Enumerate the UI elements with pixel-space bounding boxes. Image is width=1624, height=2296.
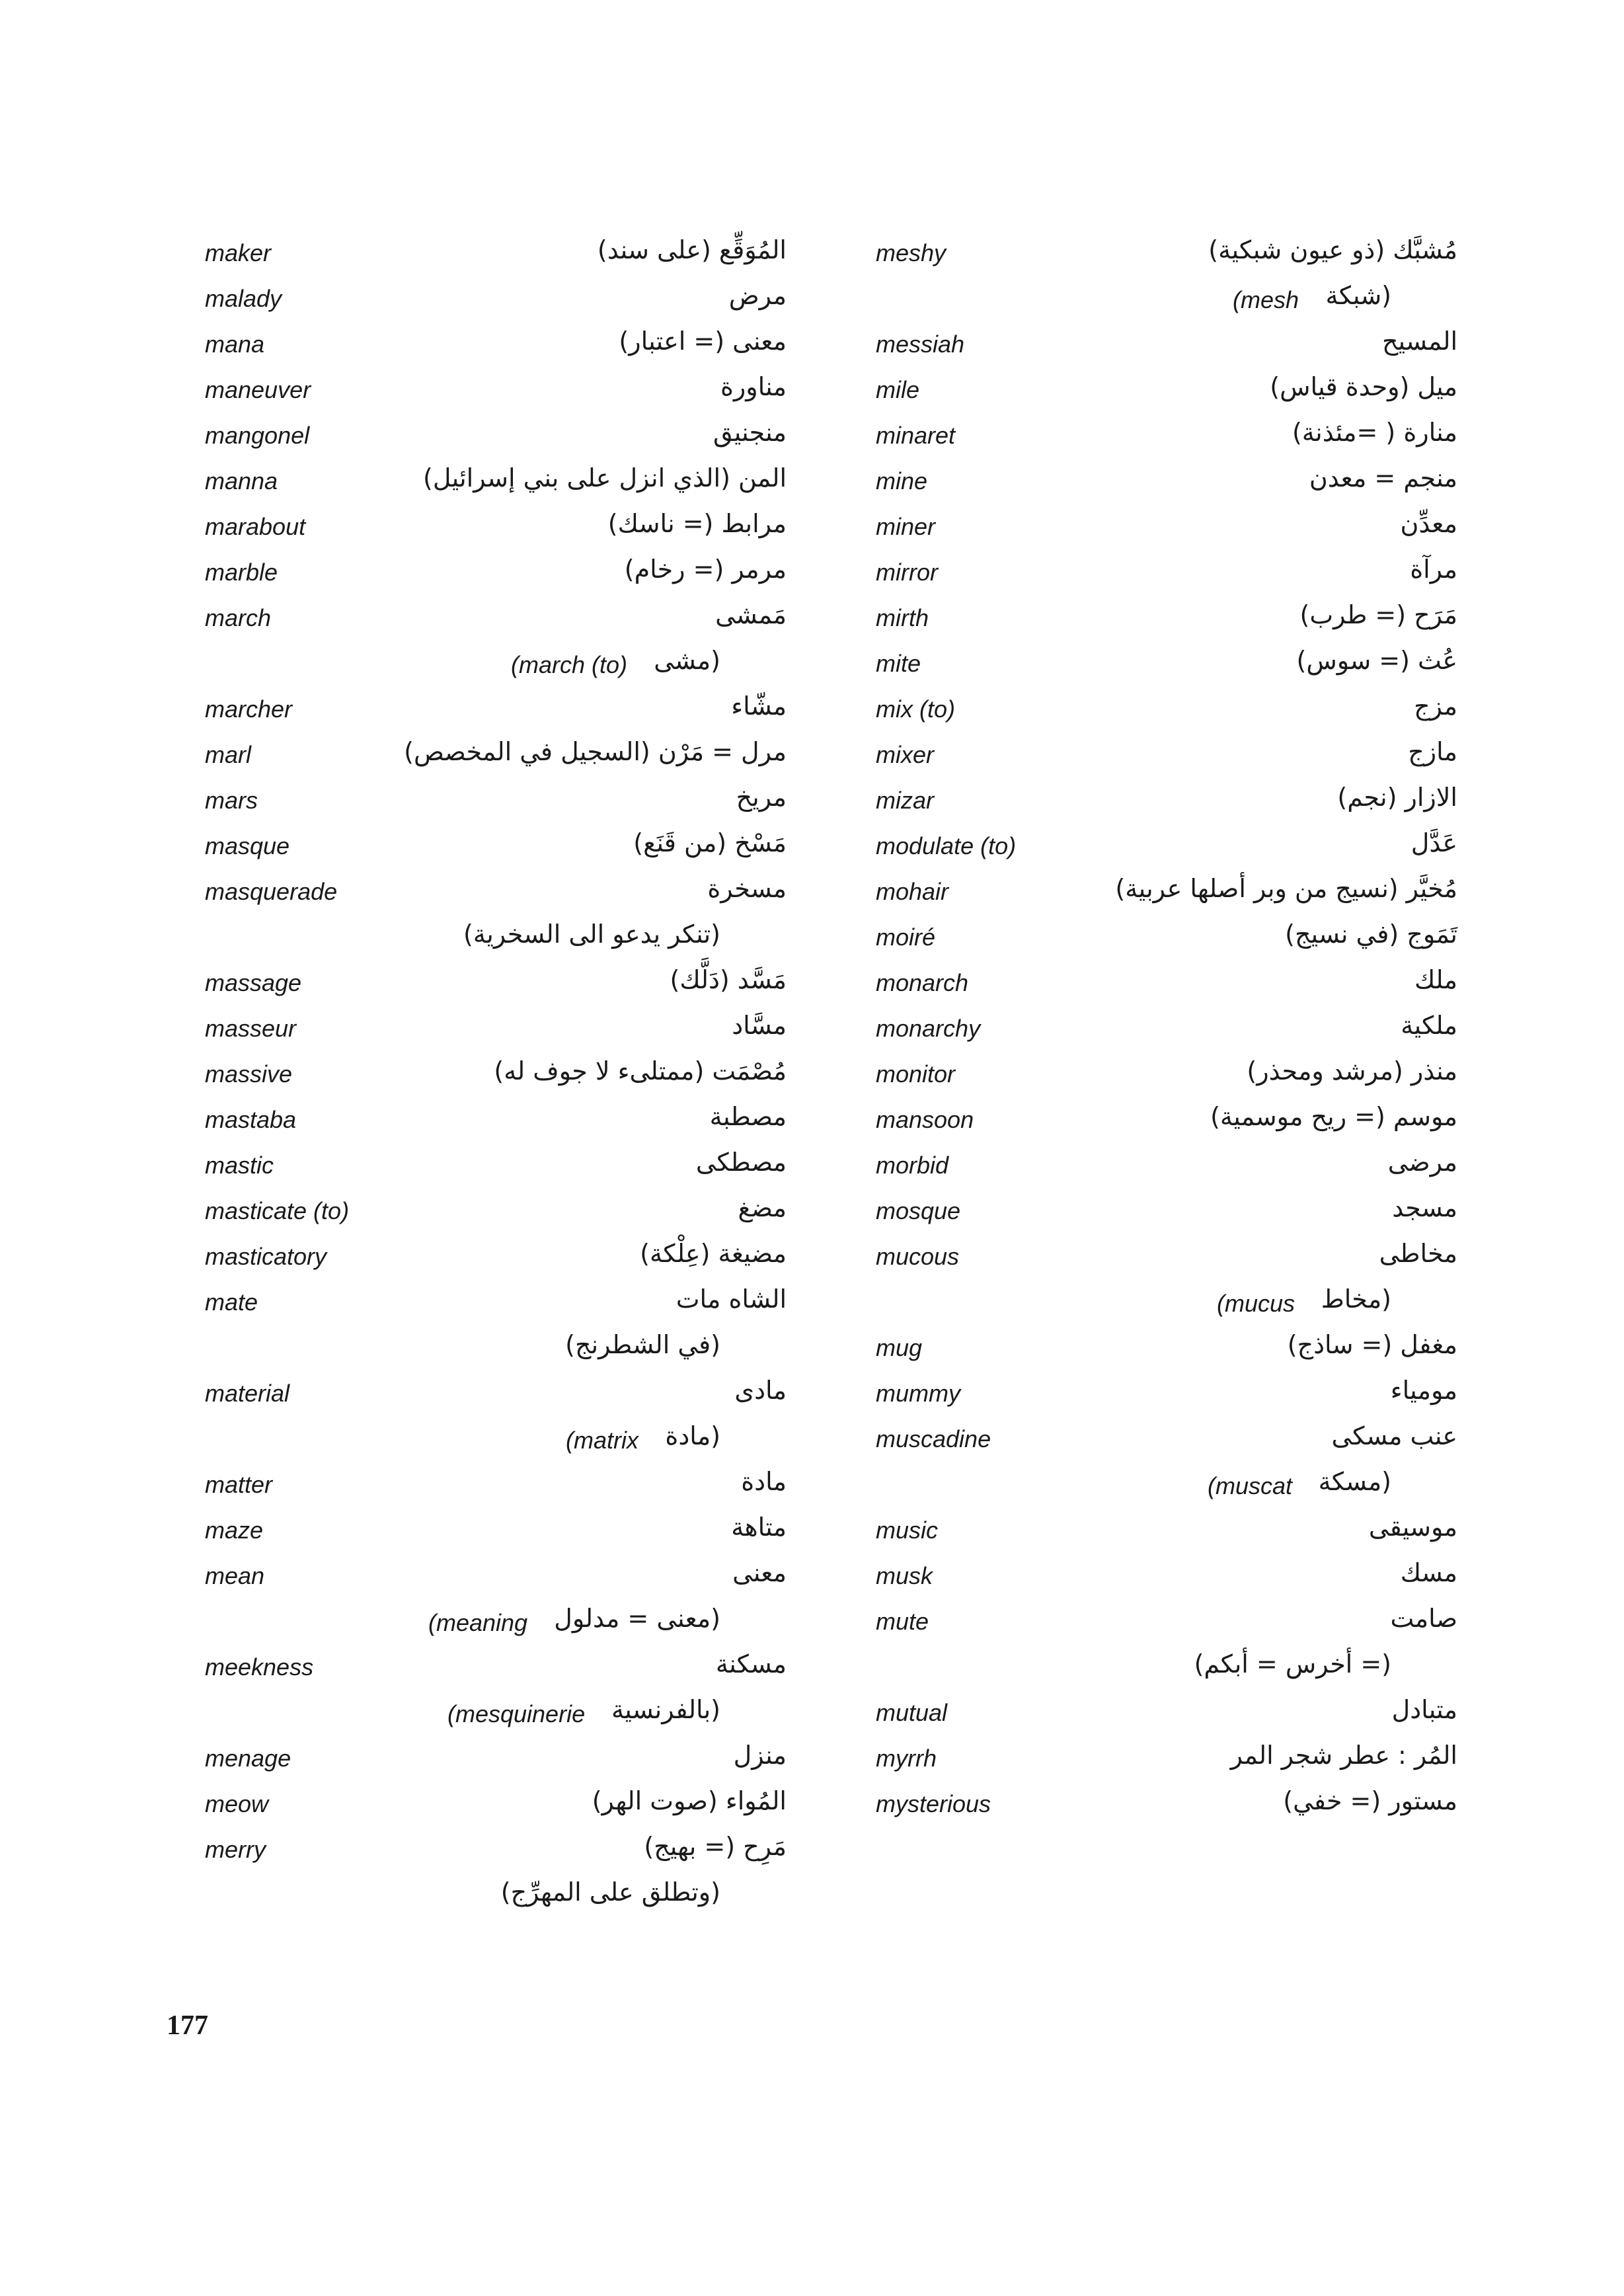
arabic-translation: ملك <box>1414 965 1457 994</box>
arabic-translation: مُصْمَت (ممتلىء لا جوف له) <box>494 1056 787 1086</box>
arabic-note: (مخاط <box>1321 1285 1391 1314</box>
english-term: mile <box>876 376 920 403</box>
english-term: masticate (to) <box>205 1197 350 1224</box>
dictionary-entry <box>876 370 1457 415</box>
arabic-translation: معدِّن <box>1400 509 1457 538</box>
entry-continuation <box>205 1875 787 1920</box>
dictionary-entry <box>205 1054 787 1099</box>
arabic-translation: ميل (وحدة قياس) <box>1270 372 1457 401</box>
dictionary-entry <box>876 1510 1457 1556</box>
english-root-note: (march (to) <box>511 651 628 678</box>
dictionary-entry <box>205 461 787 506</box>
english-term: mummy <box>876 1380 960 1407</box>
arabic-translation: الشاه مات <box>676 1285 787 1314</box>
english-term: mars <box>205 787 258 814</box>
english-term: muscadine <box>876 1425 991 1452</box>
dictionary-entry <box>876 506 1457 552</box>
english-term: miner <box>876 513 936 540</box>
dictionary-entry <box>876 233 1457 278</box>
arabic-note: (تنكر يدعو الى السخرية) <box>463 920 720 949</box>
arabic-translation: مَسَّد (دَلَّك) <box>670 965 787 994</box>
arabic-translation: عُث (= سوس) <box>1296 646 1457 675</box>
english-term: maneuver <box>205 376 311 403</box>
dictionary-entry <box>205 1738 787 1784</box>
left-column <box>205 233 787 1920</box>
dictionary-entry <box>205 1145 787 1191</box>
arabic-note: (مسكة <box>1318 1467 1391 1496</box>
english-term: menage <box>205 1745 291 1772</box>
arabic-translation: منذر (مرشد ومحذر) <box>1247 1056 1457 1086</box>
arabic-translation: مخاطى <box>1379 1239 1457 1268</box>
arabic-translation: مرض <box>728 281 787 310</box>
arabic-translation: عَدَّل <box>1411 828 1457 857</box>
english-term: mean <box>205 1562 265 1589</box>
english-term: material <box>205 1380 290 1407</box>
arabic-note: (مشى <box>654 646 720 675</box>
dictionary-entry <box>876 598 1457 643</box>
dictionary-entry <box>876 1601 1457 1647</box>
dictionary-entry <box>876 734 1457 780</box>
arabic-translation: مَمشى <box>715 600 787 629</box>
english-term: masquerade <box>205 878 338 905</box>
arabic-note: (وتطلق على المهرِّج) <box>500 1878 720 1907</box>
right-column <box>876 233 1457 1829</box>
dictionary-entry <box>205 1008 787 1054</box>
english-term: meekness <box>205 1653 314 1681</box>
english-term: mute <box>876 1608 929 1635</box>
english-term: monarch <box>876 969 969 996</box>
arabic-translation: معنى <box>732 1558 787 1587</box>
dictionary-entry <box>205 1282 787 1327</box>
english-term: mana <box>205 331 265 358</box>
english-term: monitor <box>876 1060 956 1088</box>
entry-continuation <box>205 1419 787 1464</box>
dictionary-entry <box>205 1464 787 1510</box>
arabic-note: (شبكة <box>1325 281 1391 310</box>
arabic-translation: مَسْخ (من قَنَع) <box>633 828 787 857</box>
arabic-translation: مرضى <box>1387 1148 1457 1177</box>
arabic-note: (بالفرنسية <box>611 1695 720 1724</box>
arabic-translation: مضيغة (عِلْكة) <box>640 1239 787 1268</box>
entry-continuation <box>876 1464 1457 1510</box>
arabic-translation: مغفل (= ساذج) <box>1287 1330 1457 1359</box>
arabic-translation: مَرِح (= بهيج) <box>644 1832 787 1861</box>
dictionary-entry <box>876 643 1457 689</box>
arabic-note: (= أخرس = أبكم) <box>1194 1649 1391 1679</box>
arabic-translation: المُواء (صوت الهر) <box>592 1786 787 1815</box>
english-term: masticatory <box>205 1243 327 1270</box>
dictionary-entry <box>876 1008 1457 1054</box>
english-term: monarchy <box>876 1015 981 1042</box>
arabic-translation: منجم = معدن <box>1309 463 1457 493</box>
dictionary-entry <box>205 233 787 278</box>
dictionary-entry <box>205 278 787 324</box>
arabic-translation: مستور (= خفي) <box>1283 1786 1457 1815</box>
dictionary-entry <box>205 1556 787 1601</box>
dictionary-entry <box>876 1054 1457 1099</box>
english-term: mixer <box>876 741 934 768</box>
english-term: mine <box>876 467 928 495</box>
english-term: morbid <box>876 1152 949 1179</box>
dictionary-entry <box>205 1236 787 1282</box>
dictionary-entry <box>205 1191 787 1236</box>
english-term: marabout <box>205 513 306 540</box>
arabic-translation: مضغ <box>738 1193 787 1222</box>
dictionary-entry <box>876 1236 1457 1282</box>
english-root-note: (meaning <box>428 1609 528 1636</box>
dictionary-entry <box>205 689 787 734</box>
entry-continuation <box>205 1327 787 1373</box>
arabic-translation: مَرَح (= طرب) <box>1299 600 1457 629</box>
arabic-translation: المسيح <box>1382 327 1457 356</box>
arabic-translation: الازار (نجم) <box>1337 783 1457 812</box>
dictionary-entry <box>876 1327 1457 1373</box>
english-term: marble <box>205 559 278 586</box>
arabic-translation: منارة ( =مئذنة) <box>1292 418 1457 447</box>
english-term: masque <box>205 832 290 859</box>
dictionary-entry <box>876 780 1457 826</box>
arabic-translation: مسخرة <box>707 874 787 903</box>
english-term: marcher <box>205 695 293 723</box>
english-term: massage <box>205 969 302 996</box>
english-term: maker <box>205 239 272 266</box>
english-term: messiah <box>876 331 965 358</box>
english-term: meow <box>205 1790 269 1817</box>
dictionary-entry <box>876 871 1457 917</box>
entry-continuation <box>205 1601 787 1647</box>
english-term: meshy <box>876 239 947 266</box>
entry-continuation <box>876 278 1457 324</box>
arabic-translation: مادى <box>734 1376 787 1405</box>
dictionary-entry <box>205 871 787 917</box>
page-number: 177 <box>167 2010 208 2041</box>
dictionary-entry <box>876 552 1457 598</box>
arabic-translation: متبادل <box>1391 1695 1457 1724</box>
dictionary-entry <box>876 689 1457 734</box>
arabic-translation: موسم (= ريح موسمية) <box>1210 1102 1457 1131</box>
english-term: masseur <box>205 1015 297 1042</box>
arabic-translation: موسيقى <box>1368 1513 1457 1542</box>
dictionary-entry <box>205 415 787 461</box>
arabic-translation: عنب مسكى <box>1331 1421 1457 1450</box>
dictionary-entry <box>205 1099 787 1145</box>
english-term: minaret <box>876 422 956 449</box>
dictionary-entry <box>205 324 787 370</box>
dictionary-entry <box>205 963 787 1008</box>
dictionary-entry <box>876 963 1457 1008</box>
arabic-note: (معنى = مدلول <box>554 1604 720 1633</box>
arabic-translation: منجنيق <box>713 418 787 447</box>
dictionary-entry <box>876 461 1457 506</box>
english-term: mucous <box>876 1243 960 1270</box>
dictionary-entry <box>876 1373 1457 1419</box>
arabic-translation: مادة <box>741 1467 787 1496</box>
english-term: mite <box>876 650 921 677</box>
arabic-translation: مصطبة <box>709 1102 787 1131</box>
arabic-translation: منزل <box>733 1741 787 1770</box>
entry-continuation <box>205 917 787 963</box>
entry-continuation <box>876 1282 1457 1327</box>
dictionary-entry <box>876 1738 1457 1784</box>
english-term: mizar <box>876 787 934 814</box>
dictionary-entry <box>205 1373 787 1419</box>
english-term: music <box>876 1517 939 1544</box>
arabic-translation: مُشبَّك (ذو عيون شبكية) <box>1208 235 1457 264</box>
english-term: mastic <box>205 1152 274 1179</box>
arabic-translation: مرابط (= ناسك) <box>607 509 787 538</box>
dictionary-entry <box>876 1784 1457 1829</box>
dictionary-entry <box>876 1556 1457 1601</box>
entry-continuation <box>205 643 787 689</box>
dictionary-entry <box>876 415 1457 461</box>
dictionary-entry <box>205 734 787 780</box>
english-term: mansoon <box>876 1106 974 1133</box>
arabic-translation: مسَّاد <box>732 1011 787 1040</box>
dictionary-entry <box>876 1099 1457 1145</box>
arabic-translation: مشّاء <box>731 692 787 721</box>
arabic-translation: مرآة <box>1410 555 1457 584</box>
dictionary-entry <box>876 1145 1457 1191</box>
arabic-translation: مناورة <box>720 372 787 401</box>
english-term: musk <box>876 1562 933 1589</box>
dictionary-entry <box>205 780 787 826</box>
english-term: mirror <box>876 559 938 586</box>
dictionary-entry <box>876 1191 1457 1236</box>
dictionary-entry <box>876 826 1457 871</box>
arabic-translation: متاهة <box>731 1513 787 1542</box>
english-term: malady <box>205 285 282 312</box>
arabic-translation: مصطكى <box>695 1148 787 1177</box>
english-term: myrrh <box>876 1745 937 1772</box>
arabic-translation: ملكية <box>1401 1011 1457 1040</box>
english-root-note: (mesh <box>1233 286 1299 313</box>
arabic-translation: مريخ <box>736 783 787 812</box>
dictionary-entry <box>205 598 787 643</box>
arabic-translation: مازج <box>1408 737 1457 766</box>
dictionary-entry <box>205 1510 787 1556</box>
dictionary-entry <box>205 1647 787 1692</box>
arabic-translation: مرل = مَرْن (السجيل في المخصص) <box>404 737 787 766</box>
arabic-note: (في الشطرنج) <box>565 1330 720 1359</box>
dictionary-entry <box>205 552 787 598</box>
english-root-note: (matrix <box>566 1427 638 1454</box>
arabic-translation: معنى (= اعتبار) <box>619 327 787 356</box>
arabic-translation: مومياء <box>1390 1376 1457 1405</box>
english-root-note: (mucus <box>1217 1290 1295 1317</box>
entry-continuation <box>876 1647 1457 1692</box>
english-term: mix (to) <box>876 695 955 723</box>
dictionary-entry <box>876 917 1457 963</box>
dictionary-entry <box>876 1419 1457 1464</box>
english-term: massive <box>205 1060 293 1088</box>
arabic-translation: تَمَوج (في نسيج) <box>1285 920 1457 949</box>
dictionary-entry <box>876 1692 1457 1738</box>
arabic-translation: مسكنة <box>715 1649 787 1679</box>
arabic-translation: مسجد <box>1392 1193 1457 1222</box>
dictionary-entry <box>205 1784 787 1829</box>
english-term: mug <box>876 1334 923 1361</box>
english-term: mangonel <box>205 422 310 449</box>
arabic-translation: المُر : عطر شجر المر <box>1230 1741 1457 1770</box>
arabic-translation: مرمر (= رخام) <box>624 555 787 584</box>
dictionary-entry <box>205 506 787 552</box>
english-term: moiré <box>876 924 936 951</box>
english-term: manna <box>205 467 278 495</box>
english-term: mutual <box>876 1699 948 1726</box>
entry-continuation <box>205 1692 787 1738</box>
english-term: mosque <box>876 1197 961 1224</box>
english-term: mysterious <box>876 1790 991 1817</box>
english-term: matter <box>205 1471 273 1498</box>
arabic-translation: مزج <box>1414 692 1457 721</box>
english-term: merry <box>205 1836 266 1863</box>
arabic-translation: المن (الذي انزل على بني إسرائيل) <box>423 463 787 493</box>
dictionary-entry <box>205 1829 787 1875</box>
arabic-translation: صامت <box>1390 1604 1457 1633</box>
english-term: march <box>205 604 272 631</box>
arabic-translation: المُوَقِّع (على سند) <box>597 235 787 264</box>
dictionary-entry <box>205 370 787 415</box>
arabic-translation: مسك <box>1400 1558 1457 1587</box>
dictionary-entry <box>205 826 787 871</box>
dictionary-entry <box>876 324 1457 370</box>
arabic-translation: مُخيَّر (نسيج من وبر أصلها عربية) <box>1115 874 1457 903</box>
english-term: marl <box>205 741 251 768</box>
english-term: modulate (to) <box>876 832 1017 859</box>
english-term: mirth <box>876 604 929 631</box>
english-term: mohair <box>876 878 949 905</box>
arabic-note: (مادة <box>665 1421 720 1450</box>
english-root-note: (mesquinerie <box>447 1700 586 1727</box>
english-term: maze <box>205 1517 264 1544</box>
english-term: mastaba <box>205 1106 297 1133</box>
english-root-note: (muscat <box>1208 1472 1293 1499</box>
english-term: mate <box>205 1288 258 1316</box>
